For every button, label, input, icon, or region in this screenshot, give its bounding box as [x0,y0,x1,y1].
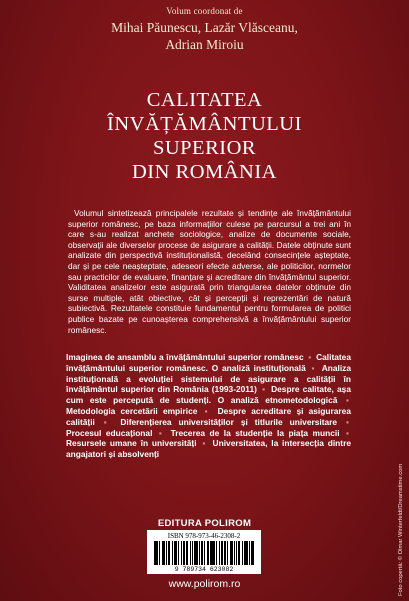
coordination-label: Volum coordonat de [166,6,243,16]
table-of-contents [66,352,351,460]
barcode-bar [172,541,173,565]
book-title [0,88,409,184]
contents-item: Calitatea învățământului superior românesc. O analiză instituțională [66,352,351,373]
barcode-bar [190,541,191,565]
barcode-bar [249,541,250,565]
title-line-4: DIN ROMÂNIA [131,161,277,183]
barcode-bar [222,541,223,565]
barcode-bar [184,541,185,565]
authors-line-2: Adrian Miroiu [165,37,244,52]
barcode-bar [219,541,220,565]
barcode-bar [214,541,215,565]
barcode-bar [227,541,228,565]
barcode-number: 9 789734 623082 [174,566,234,573]
barcode-bar [192,541,193,565]
contents-item: Despre calitate, așa cum este percepută de studenți. O analiză etnometodologică [66,384,351,406]
barcode-bar [242,541,243,565]
barcode-bar [178,541,179,565]
barcode-bar [157,541,158,565]
contents-separator: ▪ [339,416,350,427]
contents-separator: ▪ [199,405,216,416]
barcode-bar [247,541,248,565]
contents-separator: ▪ [198,438,211,449]
contents-item: Analiza instituțională a evoluției sistemului de asigurare a calității în învățământul superior din România (1993-2011) [66,362,352,395]
barcode-bar [187,541,188,565]
contents-item: Despre acreditare și asigurarea calității [66,405,351,427]
barcode-bar [202,541,203,565]
barcode-bar [208,541,209,565]
barcode-label [147,530,261,574]
barcode-bar [225,541,226,565]
barcode-bar [236,541,237,565]
book-description: Volumul sintetizează principalele rezultate și tendințe ale învățământului superior românesc, pe baza informațiilor culese pe parcursul a trei ani în care s-au realizat anchete sociologice, analize de documente sociale, observații ale diverselor procese de asigurare a calității. Datele obținute sunt analizate din perspectivă instituționalistă, decelând consecințele așteptate, dar și pe cele neașteptate, adeseori efecte adverse, ale politicilor, normelor sau practicilor de evaluare, finanțare și acreditare din învățământul superior. Validitatea analizelor este asigurată prin triangularea datelor obținute din surse multiple, atât obiective, cât și percepții și reprezentări de natură subiectivă. Rezultatele constituie fundamentul pentru formularea de politici publice bazate pe cunoașterea comprehensivă a învățământului superior românesc. [68,208,351,335]
publisher-website: www.polirom.ro [168,578,241,590]
contents-item: Resursele umane în universități [66,438,197,449]
contents-item: Metodologia cercetării empirice [66,405,198,416]
title-line-1: CALITATEA [146,89,263,111]
contents-separator: ▪ [307,362,320,373]
contents-separator: ▪ [258,384,270,395]
contents-item: Diferențierea universităților și titlurile universitare [120,416,338,427]
barcode-bar [199,541,200,565]
barcode-bar [216,541,217,565]
contents-item: Procesul educațional [66,427,153,438]
contents-item: Imaginea de ansamblu a învățământului superior românesc [66,352,304,362]
barcode-bar [159,541,160,565]
contents-separator: ▪ [339,395,350,406]
barcode-bar [164,541,165,565]
barcode-bar [232,541,233,565]
isbn-text: ISBN 978-973-46-2308-2 [167,532,241,540]
barcode-bar [252,541,254,565]
photo-credit: Foto copertă: © Olmar Winterfeldt/Dreamstime.com [398,463,404,596]
barcode-bar [196,541,198,565]
barcode-bar [166,541,167,565]
authors-line-1: Mihai Păunescu, Lazăr Vlăsceanu, [111,20,298,35]
contents-separator: ▪ [305,352,315,362]
contents-item: Universitatea, la intersecția dintre angajatori și absolvenți [66,438,351,460]
barcode-bar [234,541,235,565]
barcode-bar [176,541,177,565]
barcode-bar [181,541,182,565]
coordinator-block [0,6,409,53]
contents-separator: ▪ [96,416,119,427]
barcode-bar [239,541,240,565]
publisher-name: EDITURA POLIROM [157,518,252,529]
barcode-bar [204,541,205,565]
contents-separator: ▪ [154,427,169,438]
title-line-2: ÎNVĂȚĂMÂNTULUI [107,113,302,135]
barcode-bars [154,541,254,565]
title-line-3: SUPERIOR [152,137,257,159]
contents-item: Trecerea de la studenție la piața muncii [170,427,340,438]
barcode-bar [169,541,170,565]
contents-separator: ▪ [341,427,349,438]
